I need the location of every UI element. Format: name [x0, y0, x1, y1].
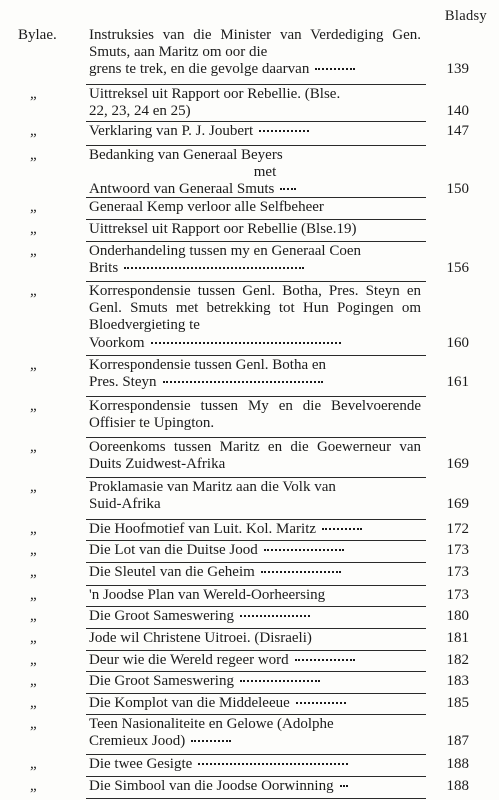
- entry-title: [89, 608, 421, 625]
- appendix-heading: Bylae.: [18, 27, 57, 43]
- entry-title-line: Suid-Afrika: [89, 496, 161, 513]
- page-number: 188: [446, 756, 469, 772]
- ditto-mark: „: [30, 479, 37, 495]
- entry-title: [89, 521, 421, 538]
- entry-title: [89, 756, 421, 773]
- row-divider: [86, 84, 426, 85]
- row-divider: [86, 585, 426, 586]
- dot-leader: [151, 339, 341, 344]
- contents-entry: [0, 27, 499, 79]
- dot-leader: [264, 546, 344, 551]
- page-number: 172: [446, 521, 469, 537]
- dot-leader: [315, 65, 355, 70]
- contents-entry: [0, 221, 499, 238]
- page-column-header: Bladsy: [444, 8, 487, 24]
- entry-title: [89, 673, 421, 690]
- ditto-mark: „: [30, 221, 37, 237]
- page-number: 183: [446, 673, 469, 689]
- row-divider: [86, 219, 426, 220]
- dot-leader: [340, 782, 348, 787]
- entry-title-line: 22, 23, 24 en 25): [89, 103, 191, 120]
- entry-title-line: Korrespondensie tussen Genl. Botha en: [89, 357, 327, 373]
- ditto-mark: „: [30, 439, 37, 455]
- entry-title: [89, 695, 421, 712]
- contents-entry: [0, 564, 499, 581]
- page-number: 160: [446, 334, 469, 351]
- row-divider: [86, 671, 426, 672]
- entry-title-line: Die Sleutel van die Geheim: [89, 564, 421, 581]
- entry-title-line: Proklamasie van Maritz aan die Volk van: [89, 479, 336, 495]
- dot-leader: [191, 737, 231, 742]
- page-number: 169: [446, 496, 469, 513]
- row-divider: [86, 776, 426, 777]
- dot-leader: [240, 612, 310, 617]
- entry-title-line: Brits: [89, 260, 421, 277]
- dot-leader: [240, 677, 320, 682]
- entry-title-line: Instruksies van die Minister van Verdediging Gen. Smuts, aan Maritz om oor die: [89, 27, 421, 61]
- contents-entry: [0, 521, 499, 538]
- entry-title-line: Die Lot van die Duitse Jood: [89, 542, 421, 559]
- entry-title-line: Deur wie die Wereld regeer word: [89, 652, 421, 669]
- entry-title: [89, 778, 421, 795]
- entry-title-line: Jode wil Christene Uitroei. (Disraeli): [89, 630, 312, 646]
- contents-entry: [0, 123, 499, 140]
- contents-entry: [0, 86, 499, 120]
- entry-title: [89, 357, 421, 391]
- dot-leader: [322, 525, 362, 530]
- entry-title-line: Verklaring van P. J. Joubert: [89, 123, 421, 140]
- entry-title: [89, 86, 421, 120]
- ditto-mark: „: [30, 756, 37, 772]
- ditto-mark: „: [30, 716, 37, 732]
- page-number: 139: [446, 61, 469, 78]
- row-divider: [86, 121, 426, 122]
- page-number: 180: [446, 608, 469, 624]
- contents-entry: [0, 542, 499, 559]
- row-divider: [86, 540, 426, 541]
- page-number: 150: [446, 181, 469, 198]
- row-divider: [86, 477, 426, 478]
- entry-title-line: Die Simbool van die Joodse Oorwinning: [89, 778, 421, 795]
- entry-title: [89, 398, 421, 432]
- entry-title-line: Generaal Kemp verloor alle Selfbeheer: [89, 199, 324, 215]
- entry-title-line: Die Groot Sameswering: [89, 673, 421, 690]
- page-number: 173: [446, 564, 469, 580]
- row-divider: [86, 519, 426, 520]
- page-number: 161: [446, 374, 469, 391]
- entry-title-line: Korrespondensie tussen Genl. Botha, Pres. Steyn en Genl. Smuts met betrekking tot Hun Pogingen om Bloedvergieting te: [89, 283, 421, 334]
- contents-entry: [0, 778, 499, 795]
- ditto-mark: „: [30, 564, 37, 580]
- contents-entry: [0, 630, 499, 647]
- entry-title: [89, 716, 421, 750]
- entry-title-line: Ooreenkoms tussen Maritz en die Goewerneur van Duits Zuidwest-Afrika: [89, 439, 421, 473]
- row-divider: [86, 396, 426, 397]
- page-number: 147: [446, 123, 469, 139]
- ditto-mark: „: [30, 398, 37, 414]
- row-divider: [86, 650, 426, 651]
- page-number: 140: [446, 103, 469, 120]
- page-number: 156: [446, 260, 469, 277]
- ditto-mark: „: [30, 123, 37, 139]
- contents-entry: [0, 199, 499, 216]
- ditto-mark: „: [30, 147, 37, 163]
- entry-title-line: Korrespondensie tussen My en die Bevelvoerende Offisier te Upington.: [89, 398, 421, 432]
- ditto-mark: „: [30, 199, 37, 215]
- ditto-mark: „: [30, 608, 37, 624]
- row-divider: [86, 355, 426, 356]
- entry-title: [89, 652, 421, 669]
- contents-entry: [0, 243, 499, 277]
- dot-leader: [296, 699, 346, 704]
- entry-title-line: Uittreksel uit Rapport oor Rebellie (Blse.19): [89, 221, 357, 237]
- page-number: 169: [446, 456, 469, 473]
- contents-entry: [0, 439, 499, 473]
- row-divider: [86, 606, 426, 607]
- ditto-mark: „: [30, 587, 37, 603]
- contents-entry: [0, 398, 499, 432]
- page-number: 188: [446, 778, 469, 794]
- contents-entry: [0, 357, 499, 391]
- ditto-mark: „: [30, 778, 37, 794]
- row-divider: [86, 714, 426, 715]
- row-divider: [86, 798, 426, 799]
- entry-title-line: Die Hoofmotief van Luit. Kol. Maritz: [89, 521, 421, 538]
- page-number: 185: [446, 695, 469, 711]
- contents-entry: [0, 283, 499, 352]
- entry-title: [89, 123, 421, 140]
- dot-leader: [295, 656, 355, 661]
- dot-leader: [261, 568, 341, 573]
- entry-title: [89, 147, 421, 199]
- dot-leader: [124, 264, 304, 269]
- entry-title: [89, 27, 421, 79]
- ditto-mark: „: [30, 542, 37, 558]
- entry-title-line: Voorkom: [89, 335, 421, 352]
- row-divider: [86, 241, 426, 242]
- page-number: 187: [446, 733, 469, 750]
- entry-title-line: Onderhandeling tussen my en Generaal Coen: [89, 243, 361, 259]
- page-number: 181: [446, 630, 469, 646]
- entry-title-line: Teen Nasionaliteite en Gelowe (Adolphe: [89, 716, 334, 732]
- contents-entry: [0, 695, 499, 712]
- page-number: 173: [446, 587, 469, 603]
- contents-entry: [0, 147, 499, 199]
- dot-leader: [163, 378, 323, 383]
- ditto-mark: „: [30, 521, 37, 537]
- dot-leader: [198, 760, 348, 765]
- ditto-mark: „: [30, 630, 37, 646]
- entry-title-line: met: [253, 164, 277, 181]
- entry-title-line: Cremieux Jood): [89, 733, 421, 750]
- entry-title: [89, 564, 421, 581]
- dot-leader: [259, 127, 309, 132]
- entry-title-line: Die Komplot van die Middeleeue: [89, 695, 421, 712]
- row-divider: [86, 437, 426, 438]
- entry-title: [89, 283, 421, 352]
- row-divider: [86, 628, 426, 629]
- ditto-mark: „: [30, 673, 37, 689]
- entry-title-line: grens te trek, en die gevolge daarvan: [89, 61, 421, 78]
- contents-entry: [0, 716, 499, 750]
- entry-title: [89, 587, 421, 604]
- entry-title-line: Uittreksel uit Rapport oor Rebellie. (Blse.: [89, 86, 341, 102]
- ditto-mark: „: [30, 86, 37, 102]
- row-divider: [86, 145, 426, 146]
- entry-title: [89, 243, 421, 277]
- entry-title: [89, 221, 421, 238]
- page-number: 182: [446, 652, 469, 668]
- dot-leader: [280, 185, 296, 190]
- ditto-mark: „: [30, 243, 37, 259]
- contents-entry: [0, 673, 499, 690]
- row-divider: [86, 693, 426, 694]
- entry-title: [89, 199, 421, 216]
- entry-title: [89, 479, 421, 513]
- entry-title-line: 'n Joodse Plan van Wereld-Oorheersing: [89, 587, 326, 603]
- contents-entry: [0, 479, 499, 513]
- ditto-mark: „: [30, 283, 37, 299]
- contents-entry: [0, 587, 499, 604]
- ditto-mark: „: [30, 652, 37, 668]
- contents-entry: [0, 608, 499, 625]
- contents-entry: [0, 652, 499, 669]
- entry-title-line: Antwoord van Generaal Smuts: [89, 181, 421, 198]
- entry-title: [89, 630, 421, 647]
- entry-title: [89, 439, 421, 473]
- ditto-mark: „: [30, 357, 37, 373]
- entry-title-line: Die Groot Sameswering: [89, 608, 421, 625]
- contents-entry: [0, 756, 499, 773]
- entry-title: [89, 542, 421, 559]
- row-divider: [86, 754, 426, 755]
- entry-title-line: Bedanking van Generaal Beyers: [89, 147, 283, 163]
- entry-title-line: Die twee Gesigte: [89, 756, 421, 773]
- entry-title-line: Pres. Steyn: [89, 374, 421, 391]
- row-divider: [86, 281, 426, 282]
- row-divider: [86, 562, 426, 563]
- ditto-mark: „: [30, 695, 37, 711]
- page-number: 173: [446, 542, 469, 558]
